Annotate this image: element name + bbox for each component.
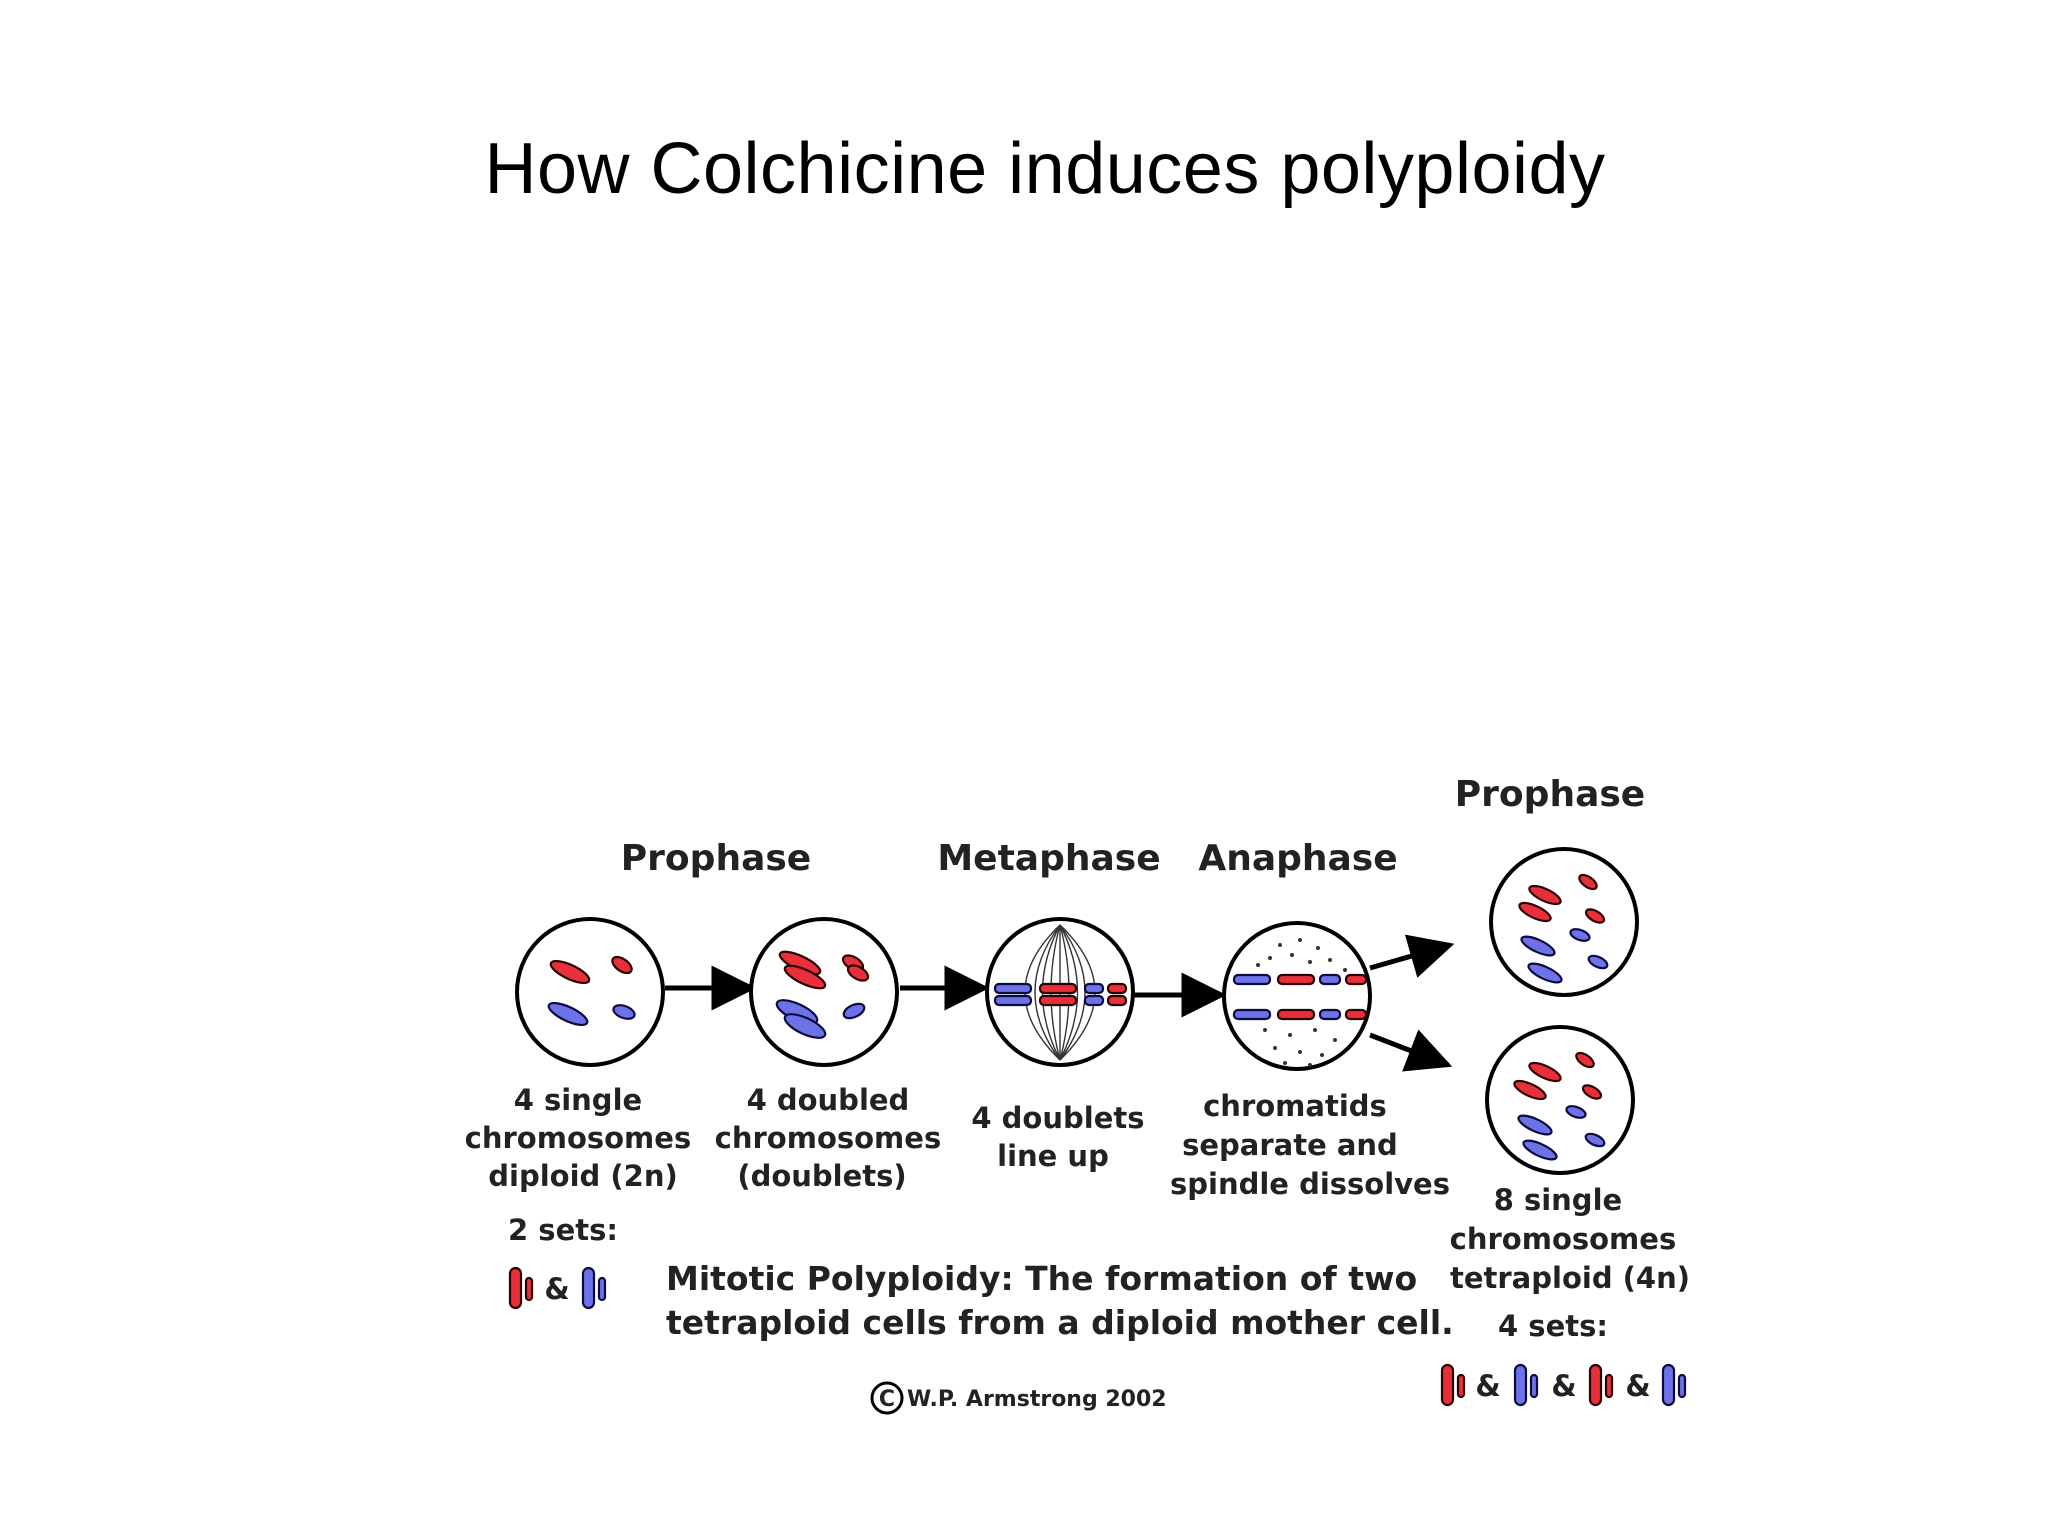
cell-tetraploid-top [1491,849,1637,995]
copyright-text: W.P. Armstrong 2002 [907,1387,1167,1412]
sets-4-amp-3: & [1625,1369,1651,1403]
copyright [872,1383,1167,1413]
main-caption: Mitotic Polyploidy: The formation of two tetraploid cells from a diploid mother cell. [666,1259,1454,1342]
cell-diploid [517,919,663,1065]
slide-title: How Colchicine induces polyploidy [484,129,1606,209]
caption-cell-5: 8 single chromosomes tetraploid (4n) [1449,1183,1691,1295]
copyright-symbol-letter: C [878,1387,896,1412]
cell-metaphase [987,919,1133,1065]
sets-4-icons [1442,1365,1685,1405]
sets-4-amp-1: & [1475,1369,1501,1403]
caption-cell-4: chromatids separate and spindle dissolves [1170,1089,1450,1201]
caption-cell-2: 4 doubled chromosomes (doublets) [714,1083,942,1193]
cell-anaphase [1224,923,1370,1069]
sets-4-label: 4 sets: [1498,1309,1608,1343]
sets-2-label: 2 sets: [508,1213,618,1247]
sets-4-amp-2: & [1551,1369,1577,1403]
phase-label-prophase-1: Prophase [620,838,812,879]
caption-cell-1: 4 single chromosomes diploid (2n) [464,1083,692,1193]
phase-label-prophase-2: Prophase [1454,774,1646,815]
phase-label-metaphase: Metaphase [937,838,1161,879]
arrow-4-down [1370,1035,1448,1065]
sets-2-amp: & [544,1272,570,1306]
caption-cell-3: 4 doublets line up [971,1101,1145,1173]
arrow-4-up [1370,945,1450,968]
phase-label-anaphase: Anaphase [1198,838,1398,879]
cell-doubled [751,919,897,1065]
cell-tetraploid-bottom [1487,1027,1633,1173]
sets-2-icons [510,1268,605,1308]
